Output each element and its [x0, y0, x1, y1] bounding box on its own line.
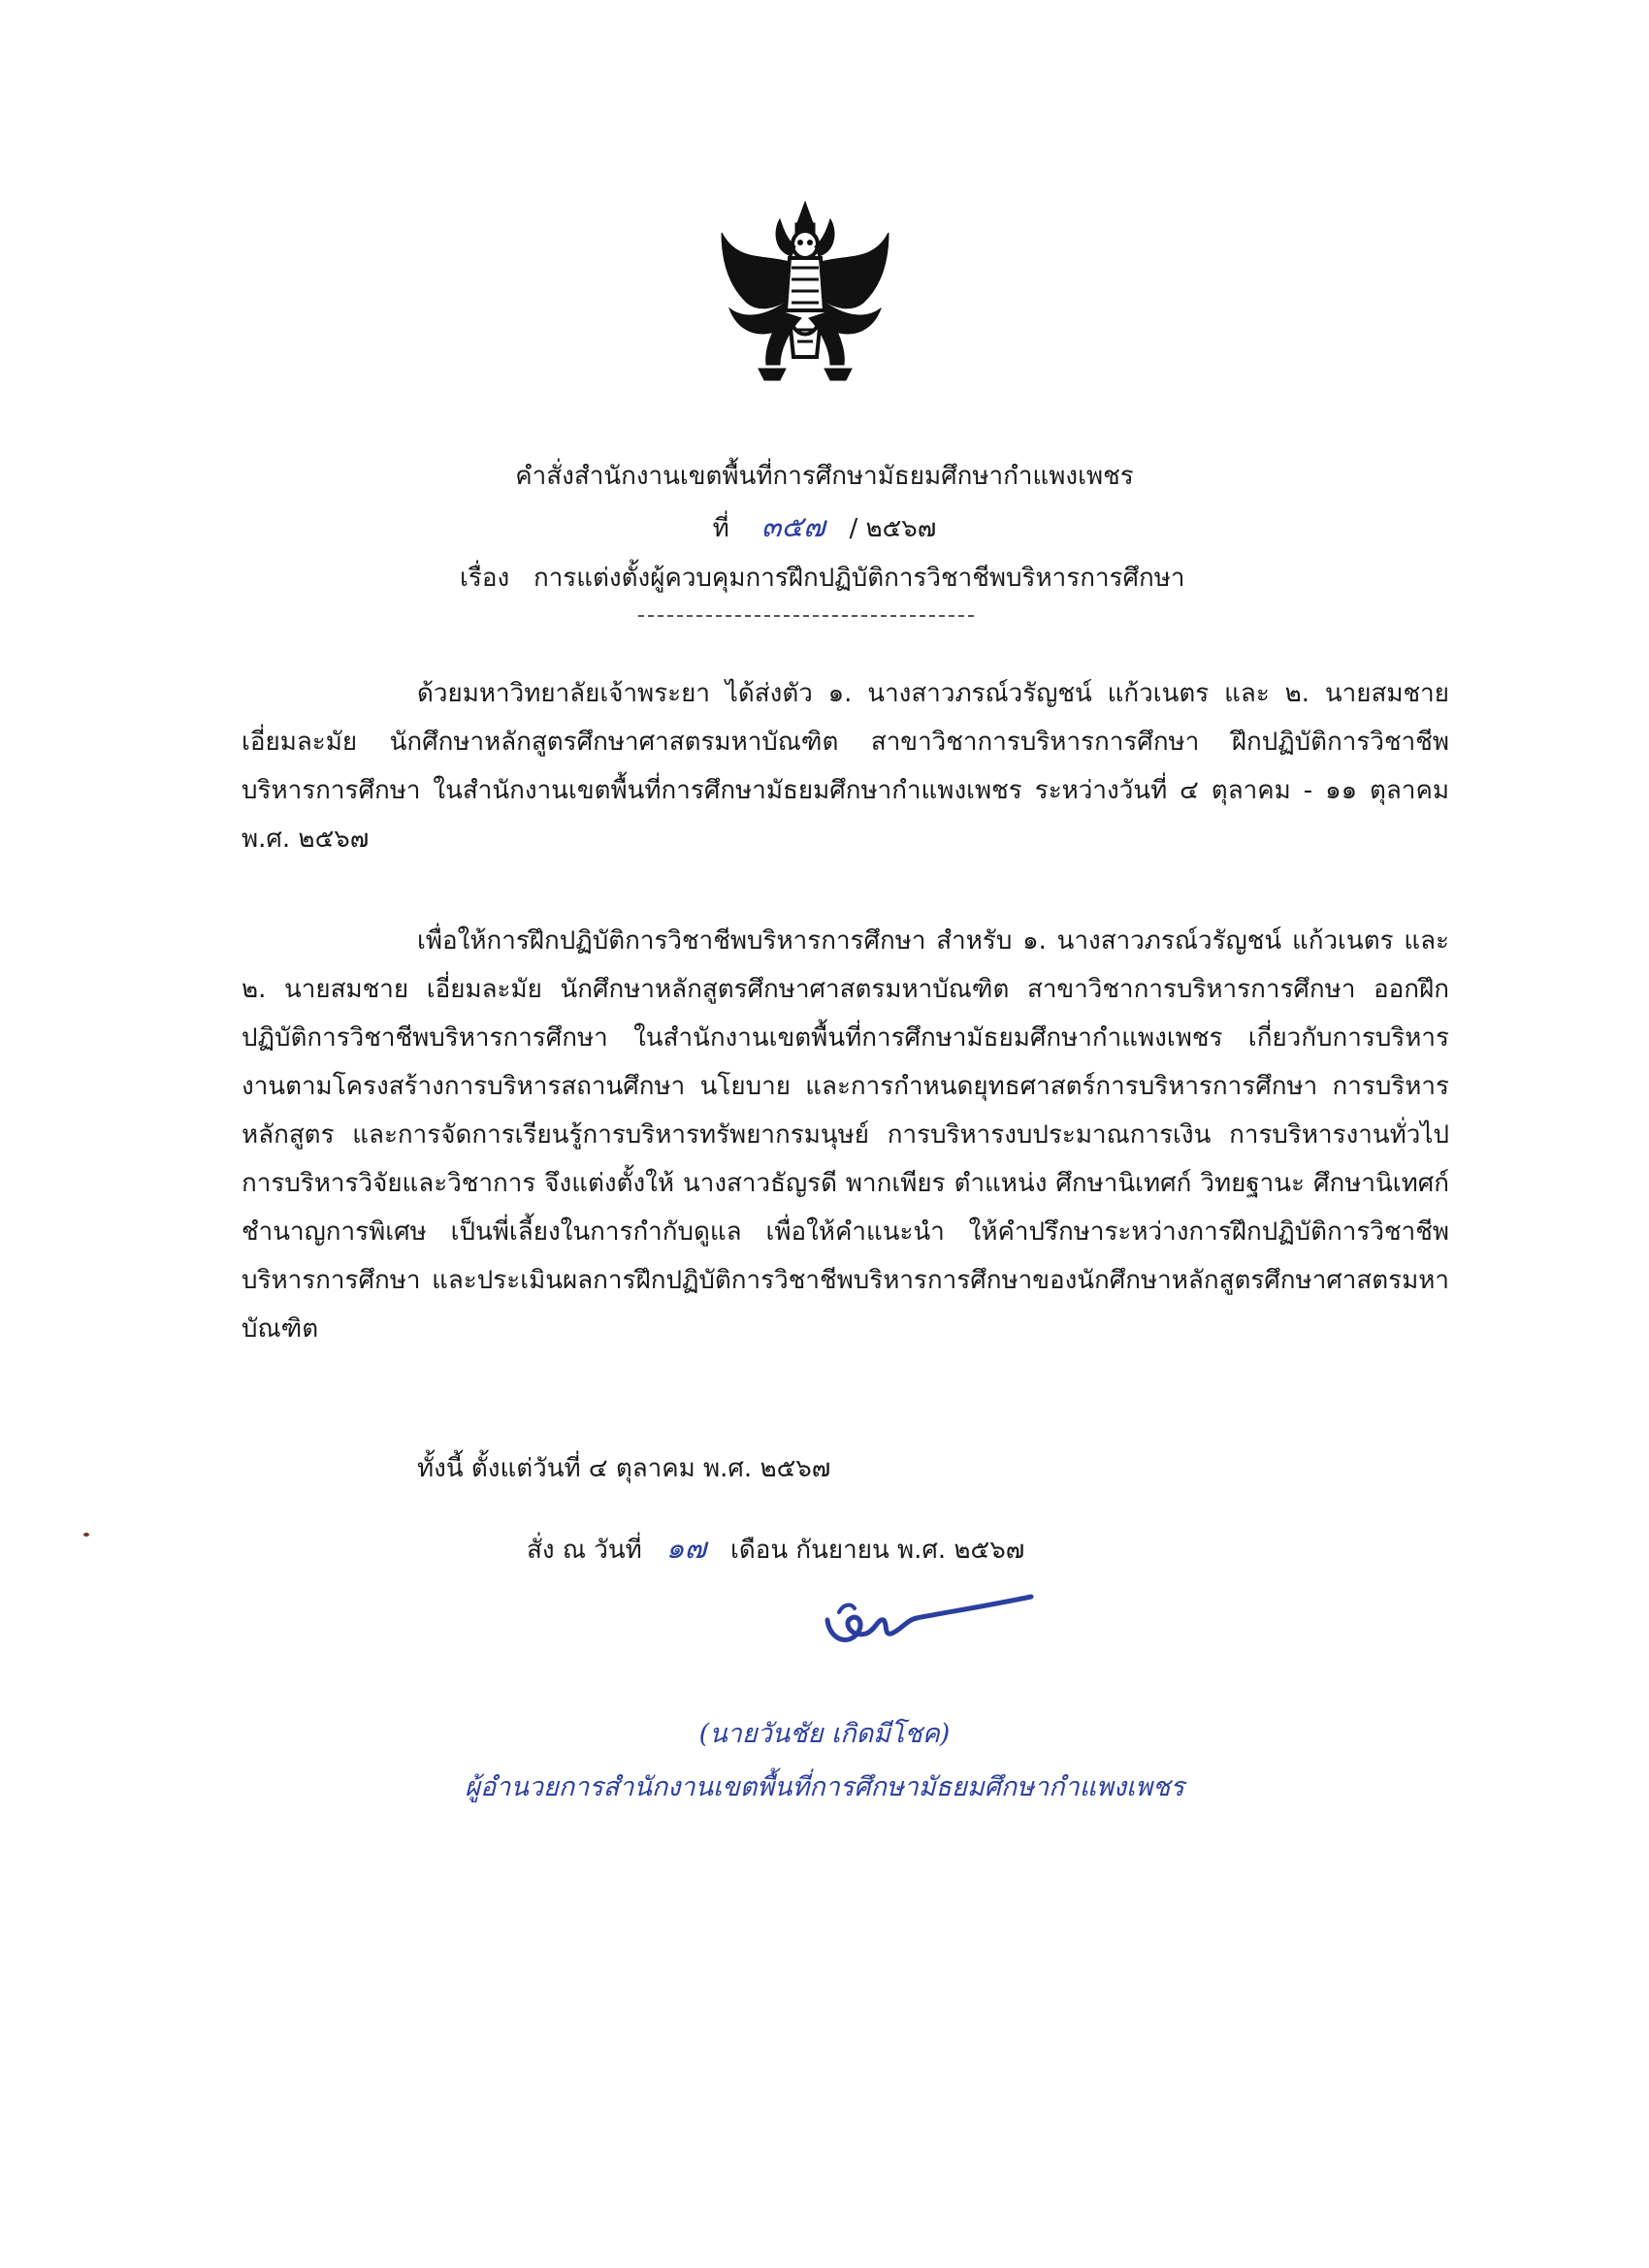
ordered-prefix: สั่ง ณ วันที่ [527, 1536, 642, 1565]
order-year: / ๒๕๖๗ [849, 514, 937, 543]
body-paragraph-2 [242, 917, 1449, 1353]
signer-position: ผู้อำนวยการสำนักงานเขตพื้นที่การศึกษามัธยมศึกษากำแพงเพชร [465, 1772, 1184, 1802]
dashed-divider [638, 615, 974, 617]
paragraph-text: ด้วยมหาวิทยาลัยเจ้าพระยา ได้ส่งตัว ๑. นางสาวภรณ์วรัญชน์ แก้วเนตร และ ๒. นายสมชาย เอี่ยมละมัย นักศึกษาหลักสูตรศึกษาศาสตรมหาบัณฑิต สาขาวิชาการบริหารการศึกษา ฝึกปฏิบัติการวิชาชีพบริหารการศึกษา ในสำนักงานเขตพื้นที่การศึกษามัธยมศึกษากำแพงเพชร ระหว่างวันที่ ๔ ตุลาคม - ๑๑ ตุลาคม พ.ศ. ๒๕๖๗ [242, 679, 1449, 854]
order-heading: คำสั่งสำนักงานเขตพื้นที่การศึกษามัธยมศึกษากำแพงเพชร [515, 462, 1134, 491]
paragraph-text: เพื่อให้การฝึกปฏิบัติการวิชาชีพบริหารการศึกษา สำหรับ ๑. นางสาวภรณ์วรัญชน์ แก้วเนตร และ ๒. นายสมชาย เอี่ยมละมัย นักศึกษาหลักสูตรศึกษาศาสตรมหาบัณฑิต สาขาวิชาการบริหารการศึกษา ออกฝึกปฏิบัติการวิชาชีพบริหารการศึกษา ในสำนักงานเขตพื้นที่การศึกษามัธยมศึกษากำแพงเพชร เกี่ยวกับการบริหารงานตามโครงสร้างการบริหารสถานศึกษา นโยบาย และการกำหนดยุทธศาสตร์การบริหารการศึกษา การบริหารหลักสูตร และการจัดการเรียนรู้การบริหารทรัพยากรมนุษย์ การบริหารงบประมาณการเงิน การบริหารงานทั่วไป การบริหารวิจัยและวิชาการ จึงแต่งตั้งให้ นางสาวธัญรดี พากเพียร ตำแหน่ง ศึกษานิเทศก์ วิทยฐานะ ศึกษานิเทศก์ชำนาญการพิเศษ เป็นพี่เลี้ยงในการกำกับดูแล เพื่อให้คำแนะนำ ให้คำปรึกษาระหว่างการฝึกปฏิบัติการวิชาชีพบริหารการศึกษา และประเมินผลการฝึกปฏิบัติการวิชาชีพบริหารการศึกษาของนักศึกษาหลักสูตรศึกษาศาสตรมหาบัณฑิต [242, 926, 1449, 1344]
subject-label: เรื่อง [460, 564, 510, 593]
effective-date: ทั้งนี้ ตั้งแต่วันที่ ๔ ตุลาคม พ.ศ. ๒๕๖๗ [417, 1454, 831, 1483]
signer-name: (นายวันชัย เกิดมีโชค) [698, 1719, 951, 1749]
ordered-date [527, 1526, 1024, 1571]
ordered-day: ๑๗ [665, 1532, 707, 1566]
body-paragraph-1 [242, 669, 1449, 863]
handwritten-signature [820, 1591, 1038, 1659]
order-number: ๓๕๗ [760, 510, 825, 544]
ordered-suffix: เดือน กันยายน พ.ศ. ๒๕๖๗ [729, 1536, 1025, 1565]
subject-line [460, 558, 1185, 598]
subject-text: การแต่งตั้งผู้ควบคุมการฝึกปฏิบัติการวิชาชีพบริหารการศึกษา [533, 564, 1185, 593]
garuda-emblem [708, 194, 902, 388]
order-number-line [0, 504, 1649, 550]
order-prefix: ที่ [712, 514, 729, 543]
scan-speck [83, 1533, 89, 1537]
